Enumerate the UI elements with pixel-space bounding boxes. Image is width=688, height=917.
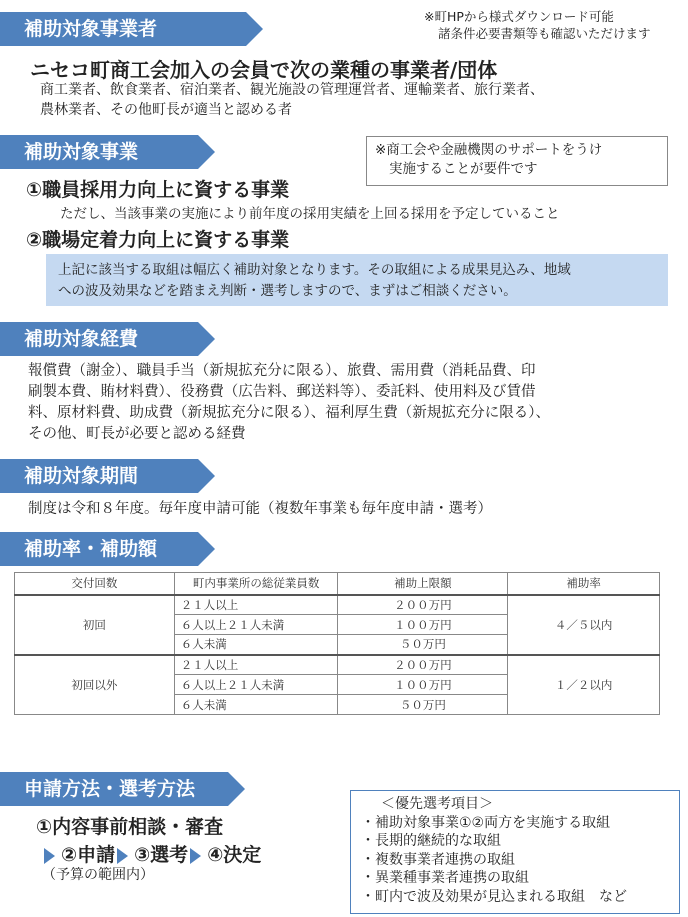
budget-note: （予算の範囲内）	[42, 867, 154, 883]
priority-item: ・補助対象事業①②両方を実施する取組	[361, 814, 611, 831]
expenses-line2: 刷製本費、賄材料費）、役務費（広告料、郵送料等）、委託料、使用料及び賃借	[28, 384, 536, 400]
target-header: 補助対象事業者	[0, 12, 246, 46]
group-label-subsequent: 初回以外	[15, 655, 175, 715]
expenses-line1: 報償費（謝金）、職員手当（新規拡充分に限る）、旅費、需用費（消耗品費、印	[28, 363, 536, 379]
limit-cell: ５０万円	[338, 635, 508, 655]
expenses-line3: 料、原材料費、助成費（新規拡充分に限る）、福利厚生費（新規拡充分に限る）、	[28, 405, 550, 421]
download-note-line1: ※町HPから様式ダウンロード可能	[424, 9, 614, 24]
support-requirement-line2: 実施することが要件です	[389, 161, 538, 177]
limit-cell: １００万円	[338, 675, 508, 695]
priority-item: ・町内で波及効果が見込まれる取組 など	[361, 888, 627, 905]
target-line2: 農林業者、その他町長が適当と認める者	[40, 102, 292, 118]
limit-cell: ５０万円	[338, 695, 508, 715]
projects-header: 補助対象事業	[0, 135, 198, 169]
project-item-1: ①職員採用力向上に資する事業	[26, 179, 290, 201]
apply-header: 申請方法・選考方法	[0, 772, 228, 806]
table-header-cell: 町内事業所の総従業員数	[174, 573, 338, 595]
expenses-line4: その他、町長が必要と認める経費	[28, 426, 246, 442]
rate-cell-first: ４／５以内	[508, 595, 660, 655]
table-row	[15, 655, 660, 675]
employees-cell: ６人未満	[174, 635, 338, 655]
expenses-header: 補助対象経費	[0, 322, 198, 356]
table-row	[15, 595, 660, 615]
rate-header: 補助率・補助額	[0, 532, 198, 566]
consultation-info-box	[46, 254, 668, 306]
subsidy-rate-table	[14, 572, 660, 715]
target-line1: 商工業者、飲食業者、宿泊業者、観光施設の管理運営者、運輸業者、旅行業者、	[40, 82, 544, 98]
support-requirement-box	[366, 136, 668, 186]
employees-cell: ２１人以上	[174, 595, 338, 615]
priority-box	[350, 790, 680, 914]
limit-cell: １００万円	[338, 615, 508, 635]
group-label-first: 初回	[15, 595, 175, 655]
priority-item: ・複数事業者連携の取組	[361, 851, 515, 868]
period-text: 制度は令和８年度。毎年度申請可能（複数年事業も毎年度申請・選考）	[28, 501, 492, 517]
table-header-cell: 交付回数	[15, 573, 175, 595]
apply-steps-flow	[42, 840, 261, 867]
support-requirement-line1: ※商工会や金融機関のサポートをうけ	[375, 142, 603, 158]
priority-item: ・異業種事業者連携の取組	[361, 870, 529, 886]
arrow-right-icon	[117, 848, 128, 864]
target-headline: ニセコ町商工会加入の会員で次の業種の事業者/団体	[30, 58, 498, 82]
priority-item: ・長期的継続的な取組	[361, 833, 501, 849]
employees-cell: ６人以上２１人未満	[174, 615, 338, 635]
table-header-cell: 補助上限額	[338, 573, 508, 595]
apply-step-1: ①内容事前相談・審査	[36, 816, 224, 838]
apply-step-3: ③選考	[134, 844, 189, 866]
project-item-1-note: ただし、当該事業の実施により前年度の採用実績を上回る採用を予定していること	[60, 206, 560, 222]
download-note-line2: 諸条件必要書類等も確認いただけます	[438, 26, 651, 41]
apply-step-2: ②申請	[61, 844, 116, 866]
rate-cell-subsequent: １／２以内	[508, 655, 660, 715]
consultation-info-line1: 上記に該当する取組は幅広く補助対象となります。その取組による成果見込み、地域	[58, 262, 571, 278]
table-header-row	[15, 573, 660, 595]
period-header: 補助対象期間	[0, 459, 198, 493]
priority-title: ＜優先選考項目＞	[381, 796, 493, 812]
arrow-right-icon	[44, 848, 55, 864]
table-header-cell: 補助率	[508, 573, 660, 595]
apply-step-4: ④決定	[207, 844, 262, 866]
employees-cell: ６人以上２１人未満	[174, 675, 338, 695]
arrow-right-icon	[190, 848, 201, 864]
employees-cell: ２１人以上	[174, 655, 338, 675]
consultation-info-line2: への波及効果などを踏まえ判断・選考しますので、まずはご相談ください。	[58, 283, 517, 299]
employees-cell: ６人未満	[174, 695, 338, 715]
project-item-2: ②職場定着力向上に資する事業	[26, 229, 290, 251]
limit-cell: ２００万円	[338, 595, 508, 615]
limit-cell: ２００万円	[338, 655, 508, 675]
